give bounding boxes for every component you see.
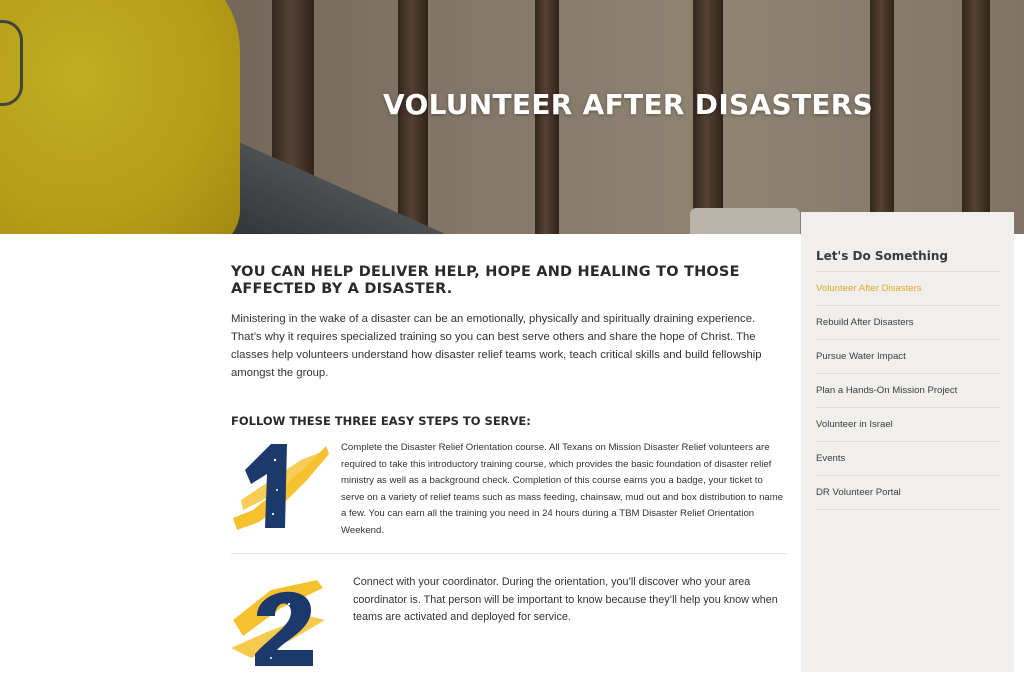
sidebar-item-rebuild-after-disasters[interactable]: Rebuild After Disasters <box>816 306 1000 340</box>
sidebar-item-pursue-water-impact[interactable]: Pursue Water Impact <box>816 340 1000 374</box>
step-number-1-icon <box>231 440 331 540</box>
main-content <box>231 234 787 684</box>
sidebar-item-volunteer-in-israel[interactable]: Volunteer in Israel <box>816 408 1000 442</box>
sidebar-item-events[interactable]: Events <box>816 442 1000 476</box>
sidebar-item-plan-mission-project[interactable]: Plan a Hands-On Mission Project <box>816 374 1000 408</box>
step-text-1: Complete the Disaster Relief Orientation course. All Texans on Mission Disaster Relief volunteers are required to take this introductory training course, which provides the basic foundation of disaster relief ministry as well as a background check. Completion of this course earns you a badge, your ticket to serve on a variety of relief teams such as mass feeding, chainsaw, mud out and box distribution to name a few. You can earn all the training you need in 24 hours during a TBM Disaster Relief Orientation Weekend. <box>341 442 784 536</box>
hero-banner <box>0 0 1024 234</box>
sidebar-item-volunteer-after-disasters[interactable]: Volunteer After Disasters <box>816 272 1000 306</box>
step-item-2 <box>231 574 787 684</box>
sidebar-item-dr-volunteer-portal[interactable]: DR Volunteer Portal <box>816 476 1000 510</box>
sidebar-panel <box>801 212 1014 672</box>
sidebar-nav <box>816 271 1000 510</box>
step-text-2: Connect with your coordinator. During the orientation, you’ll discover who your area coordinator is. That person will be important to know because they’ll help you know when teams are activated and deployed for service. <box>353 576 778 623</box>
step-number-2-icon <box>231 574 331 674</box>
intro-paragraph: Ministering in the wake of a disaster can be an emotionally, physically and spiritually draining experience. That’s why it requires specialized training so you can best serve others and share the hope of Christ. The classes help volunteers understand how disaster relief teams work, teach critical skills and build fellowship amongst the group. <box>231 313 762 379</box>
sidebar-title: Let's Do Something <box>816 249 948 263</box>
intro-heading: YOU CAN HELP DELIVER HELP, HOPE AND HEALING TO THOSE AFFECTED BY A DISASTER. <box>231 264 740 297</box>
page-title: VOLUNTEER AFTER DISASTERS <box>383 88 874 121</box>
steps-heading: FOLLOW THESE THREE EASY STEPS TO SERVE: <box>231 414 531 428</box>
step-item-1 <box>231 440 787 554</box>
